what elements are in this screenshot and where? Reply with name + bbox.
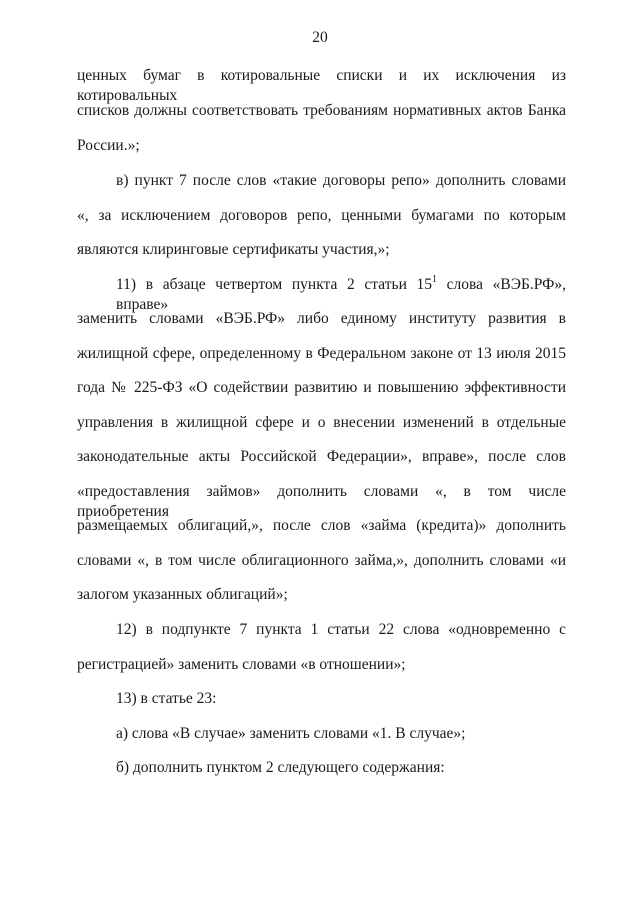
text-line: а) слова «В случае» заменить словами «1. В случае»; (116, 725, 466, 742)
text-line: списков должны соответствовать требованиям нормативных актов Банка (77, 102, 566, 119)
text-line: размещаемых облигаций,», после слов «займа (кредита)» дополнить (77, 517, 566, 534)
text-line: б) дополнить пунктом 2 следующего содержания: (116, 759, 445, 776)
text-line: жилищной сфере, определенному в Федеральном законе от 13 июля 2015 (77, 345, 566, 362)
text-line: «предоставления займов» дополнить словами «, в том числе приобретения (77, 483, 566, 520)
text-line: законодательные акты Российской Федерации», вправе», после слов (77, 448, 566, 465)
text-line: словами «, в том числе облигационного займа,», дополнить словами «и (77, 552, 566, 569)
text-line: в) пункт 7 после слов «такие договоры репо» дополнить словами (116, 172, 566, 189)
text-segment: 11) в абзаце четвертом пункта 2 статьи 15 (116, 276, 433, 293)
superscript: 1 (432, 273, 438, 285)
text-line: года № 225-ФЗ «О содействии развитию и повышению эффективности (77, 379, 566, 396)
text-line: заменить словами «ВЭБ.РФ» либо единому институту развития в (77, 310, 566, 327)
page-number: 20 (312, 29, 328, 46)
text-segment: слова «ВЭБ.РФ», вправе» (116, 276, 567, 313)
text-line: регистрацией» заменить словами «в отношении»; (77, 656, 406, 673)
text-line: 12) в подпункте 7 пункта 1 статьи 22 слова «одновременно с (116, 621, 566, 638)
text-line: являются клиринговые сертификаты участия,»; (77, 241, 390, 258)
text-line (116, 273, 567, 313)
text-line: залогом указанных облигаций»; (77, 586, 288, 603)
text-line: управления в жилищной сфере и о внесении изменений в отдельные (77, 414, 566, 431)
text-line: «, за исключением договоров репо, ценными бумагами по которым (77, 207, 566, 224)
text-line: ценных бумаг в котировальные списки и их исключения из котировальных (77, 67, 566, 104)
text-line: 13) в статье 23: (116, 690, 217, 707)
text-line: России.»; (77, 137, 140, 154)
